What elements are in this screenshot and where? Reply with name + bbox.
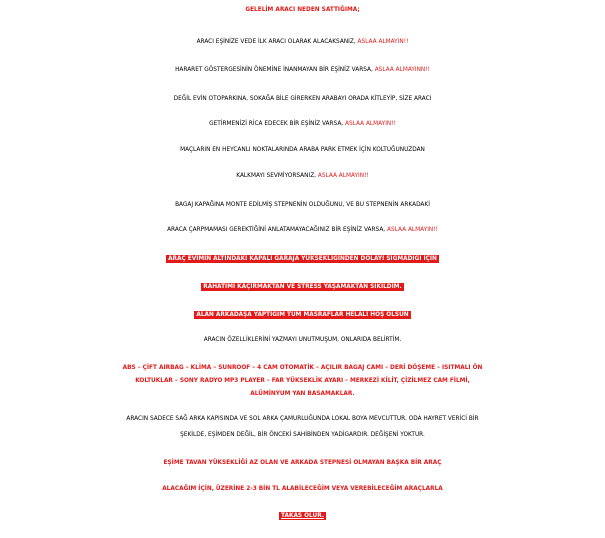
paragraph-5-text: ARACA ÇARPMAMASI GEREKTİĞİNİ ANLATAMAYACAĞINIZ BİR EŞİNİZ VARSA, xyxy=(167,227,387,233)
paragraph-7-line-1: ARACIN SADECE SAĞ ARKA KAPISINDA VE SOL ARKA ÇAMURLUĞUNDA LOKAL BOYA MEVCUTTUR. ODA HAYRET VERİCİ BİR xyxy=(126,416,479,422)
highlight-2-line xyxy=(0,309,605,322)
paragraph-4-line-2 xyxy=(0,170,605,183)
features-line-3: ALÜMİNYUM YAN BASAMAKLAR. xyxy=(250,391,355,397)
paragraph-3-line-2 xyxy=(0,118,605,131)
paragraph-2 xyxy=(0,64,605,77)
paragraph-3-line-1: DEĞİL EVİN OTOPARKINA, SOKAĞA BİLE GİRERKEN ARABAYI ORADA KİTLEYİP, SİZE ARACI xyxy=(173,96,432,102)
highlight-2-text: ALAN ARKADAŞA YAPTIĞIM TÜM MASRAFLAR HELALİ HOŞ OLSUN xyxy=(196,312,409,318)
highlight-1-line-1 xyxy=(0,253,605,266)
paragraph-3-warning: ASLAA ALMAYIN!! xyxy=(345,121,396,127)
page-title: GELELİM ARACI NEDEN SATTIĞIMA; xyxy=(245,7,360,13)
closing-line xyxy=(0,510,605,523)
highlight-1-line-2 xyxy=(0,281,605,294)
highlight-1-text-2: RAHATIMI KAÇIRMAKTAN VE STRESS YAŞAMAKTAN SIKILDIM. xyxy=(203,284,402,290)
paragraph-1-warning: ASLAA ALMAYIN!! xyxy=(357,39,409,45)
paragraph-5-line-1: BAGAJ KAPAĞINA MONTE EDİLMİŞ STEPNENİN OLDUĞUNU, VE BU STEPNENİN ARKADAKİ xyxy=(175,202,430,208)
closing-text: TAKAS OLUR. xyxy=(280,513,325,519)
paragraph-4-line-1: MAÇLARIN EN HEYCANLI NOKTALARINDA ARABA PARK ETMEK İÇİN KOLTUĞUNUZDAN xyxy=(180,147,425,153)
features-line-2: KOLTUKLAR – SONY RADYO MP3 PLAYER – FAR YÜKSEKLİK AYARI – MERKEZİ KİLİT, ÇİZİLMEZ CAM FİLMİ, xyxy=(135,378,470,384)
paragraph-2-warning: ASLAA ALMAYINN!! xyxy=(374,67,430,73)
paragraph-4-warning: ASLAA ALMAYIN!! xyxy=(317,173,369,179)
paragraph-1 xyxy=(0,36,605,49)
paragraph-2-text: HARARET GÖSTERGESİNİN ÖNEMİNE İNANMAYAN BİR EŞİNİZ VARSA, xyxy=(175,67,375,73)
paragraph-8-line-2: ALACAĞIM İÇİN, ÜZERİNE 2-3 BİN TL ALABİLECEĞİM VEYA VEREBİLECEĞİM ARAÇLARLA xyxy=(162,486,443,492)
highlight-1-text-1: ARAÇ EVİMİN ALTINDAKİ KAPALI GARAJA YÜKSEKLİĞİNDEN DOLAYI SIĞMADIĞI İÇİN xyxy=(168,256,437,262)
paragraph-3-text: GETİRMENİZİ RİCA EDECEK BİR EŞİNİZ VARSA, xyxy=(209,121,345,127)
paragraph-8-line-1: EŞİME TAVAN YÜKSEKLİĞİ AZ OLAN VE ARKADA STEPNESİ OLMAYAN BAŞKA BİR ARAÇ xyxy=(163,460,442,466)
paragraph-4-text: KALKMAYI SEVMİYORSANIZ, xyxy=(236,173,318,179)
paragraph-1-text: ARACI EŞİNİZE VEDE İLK ARACI OLARAK ALACAKSANIZ, xyxy=(196,39,358,45)
paragraph-7-line-2: ŞEKİLDE, EŞİMDEN DEĞİL, BİR ÖNCEKİ SAHİBİNDEN YADİGARDIR. DEĞİŞENİ YOKTUR. xyxy=(180,432,425,438)
features-line-1: ABS – ÇİFT AIRBAG – KLİMA – SUNROOF – 4 CAM OTOMATİK – AÇILIR BAGAJ CAMI – DERİ DÖŞEME – ISITMALI ÖN xyxy=(122,365,483,371)
paragraph-5-line-2 xyxy=(0,224,605,237)
paragraph-6: ARACIN ÖZELLİKLERİNİ YAZMAYI UNUTMUŞUM, ONLARIDA BELİRTİM. xyxy=(203,337,402,343)
paragraph-5-warning: ASLAA ALMAYIN!! xyxy=(387,227,438,233)
